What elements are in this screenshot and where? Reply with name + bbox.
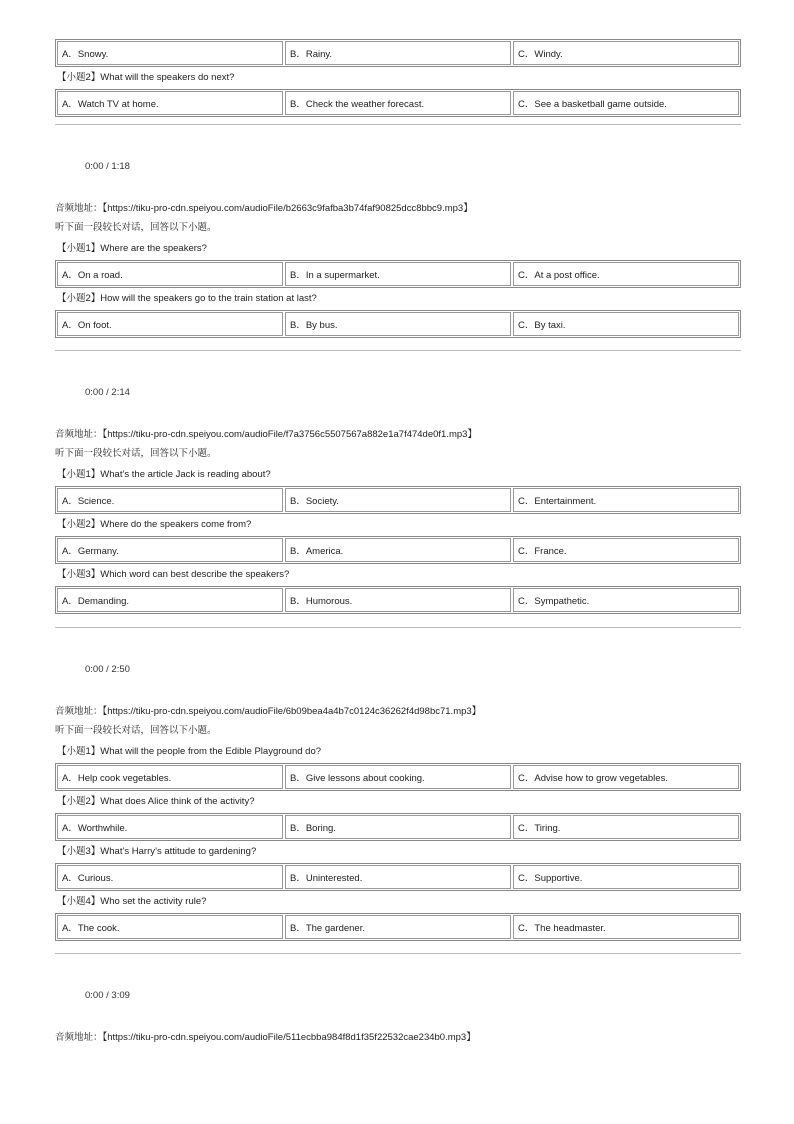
question-text: 【小题3】Which word can best describe the speakers? [57,569,290,580]
question-text: 【小题4】Who set the activity rule? [57,896,207,907]
options-table [55,913,741,941]
section-divider [55,350,741,351]
option-a[interactable]: A．The cook. [57,915,283,939]
option-a[interactable]: A．Help cook vegetables. [57,765,283,789]
option-b[interactable]: B．America. [285,538,511,562]
option-b[interactable]: B．Humorous. [285,588,511,612]
instruction-text: 听下面一段较长对话，回答以下小题。 [55,222,217,233]
options-table [55,486,741,514]
listening-section [55,200,741,338]
instruction-text: 听下面一段较长对话，回答以下小题。 [55,448,217,459]
options-table [55,763,741,791]
audio-player[interactable] [55,662,741,678]
options-table [55,586,741,614]
listening-section [55,1029,741,1047]
options-table [55,260,741,288]
option-b[interactable]: B．By bus. [285,312,511,336]
question-text: 【小题1】What will the people from the Edible Playground do? [57,746,322,757]
option-a[interactable]: A．Demanding. [57,588,283,612]
option-c[interactable]: C．Sympathetic. [513,588,739,612]
option-b[interactable]: B．Check the weather forecast. [285,91,511,115]
player-time: 0:00 / 3:09 [85,990,130,1001]
options-table [55,89,741,117]
option-a[interactable]: A．On foot. [57,312,283,336]
section-divider [55,124,741,125]
option-b[interactable]: B．Rainy. [285,41,511,65]
instruction-text: 听下面一段较长对话，回答以下小题。 [55,725,217,736]
question-text: 【小题2】Where do the speakers come from? [57,519,252,530]
option-a[interactable]: A．Science. [57,488,283,512]
option-c[interactable]: C．France. [513,538,739,562]
option-a[interactable]: A．On a road. [57,262,283,286]
option-b[interactable]: B．Uninterested. [285,865,511,889]
listening-section [55,703,741,941]
option-b[interactable]: B．In a supermarket. [285,262,511,286]
option-c[interactable]: C．By taxi. [513,312,739,336]
option-c[interactable]: C．Supportive. [513,865,739,889]
player-time: 0:00 / 2:50 [85,664,130,675]
option-a[interactable]: A．Worthwhile. [57,815,283,839]
option-a[interactable]: A．Curious. [57,865,283,889]
option-c[interactable]: C．The headmaster. [513,915,739,939]
question-text: 【小题1】What’s the article Jack is reading about? [57,469,271,480]
option-b[interactable]: B．The gardener. [285,915,511,939]
player-time: 0:00 / 1:18 [85,161,130,172]
question-text: 【小题3】What’s Harry’s attitude to gardening? [57,846,257,857]
player-time: 0:00 / 2:14 [85,387,130,398]
audio-url[interactable]: 音频地址：【https://tiku-pro-cdn.speiyou.com/audioFile/6b09bea4a4b7c0124c36262f4d98bc71.mp3】 [55,706,482,717]
listening-section [55,426,741,614]
option-c[interactable]: C．Entertainment. [513,488,739,512]
audio-player[interactable] [55,988,741,1004]
audio-url[interactable]: 音频地址：【https://tiku-pro-cdn.speiyou.com/audioFile/511ecbba984f8d1f35f22532cae234b0.mp3】 [55,1032,476,1043]
option-c[interactable]: C．Tiring. [513,815,739,839]
audio-url[interactable]: 音频地址：【https://tiku-pro-cdn.speiyou.com/audioFile/b2663c9fafba3b74faf90825dcc8bbc9.mp3】 [55,203,473,214]
question-text: 【小题2】How will the speakers go to the train station at last? [57,293,317,304]
question-text: 【小题2】What does Alice think of the activity? [57,796,255,807]
option-c[interactable]: C．See a basketball game outside. [513,91,739,115]
audio-player[interactable] [55,385,741,401]
options-table [55,863,741,891]
top-section [55,39,741,117]
option-c[interactable]: C．Advise how to grow vegetables. [513,765,739,789]
option-c[interactable]: C．Windy. [513,41,739,65]
section-divider [55,627,741,628]
option-b[interactable]: B．Society. [285,488,511,512]
question-text: 【小题1】Where are the speakers? [57,243,207,254]
option-b[interactable]: B．Give lessons about cooking. [285,765,511,789]
section-divider [55,953,741,954]
question-text: 【小题2】What will the speakers do next? [57,72,235,83]
options-table [55,813,741,841]
option-c[interactable]: C．At a post office. [513,262,739,286]
option-a[interactable]: A．Germany. [57,538,283,562]
options-table [55,310,741,338]
options-table [55,536,741,564]
option-a[interactable]: A．Watch TV at home. [57,91,283,115]
audio-url[interactable]: 音频地址：【https://tiku-pro-cdn.speiyou.com/audioFile/f7a3756c5507567a882e1a7f474de0f1.mp3】 [55,429,477,440]
audio-player[interactable] [55,159,741,175]
options-table [55,39,741,67]
option-a[interactable]: A．Snowy. [57,41,283,65]
option-b[interactable]: B．Boring. [285,815,511,839]
